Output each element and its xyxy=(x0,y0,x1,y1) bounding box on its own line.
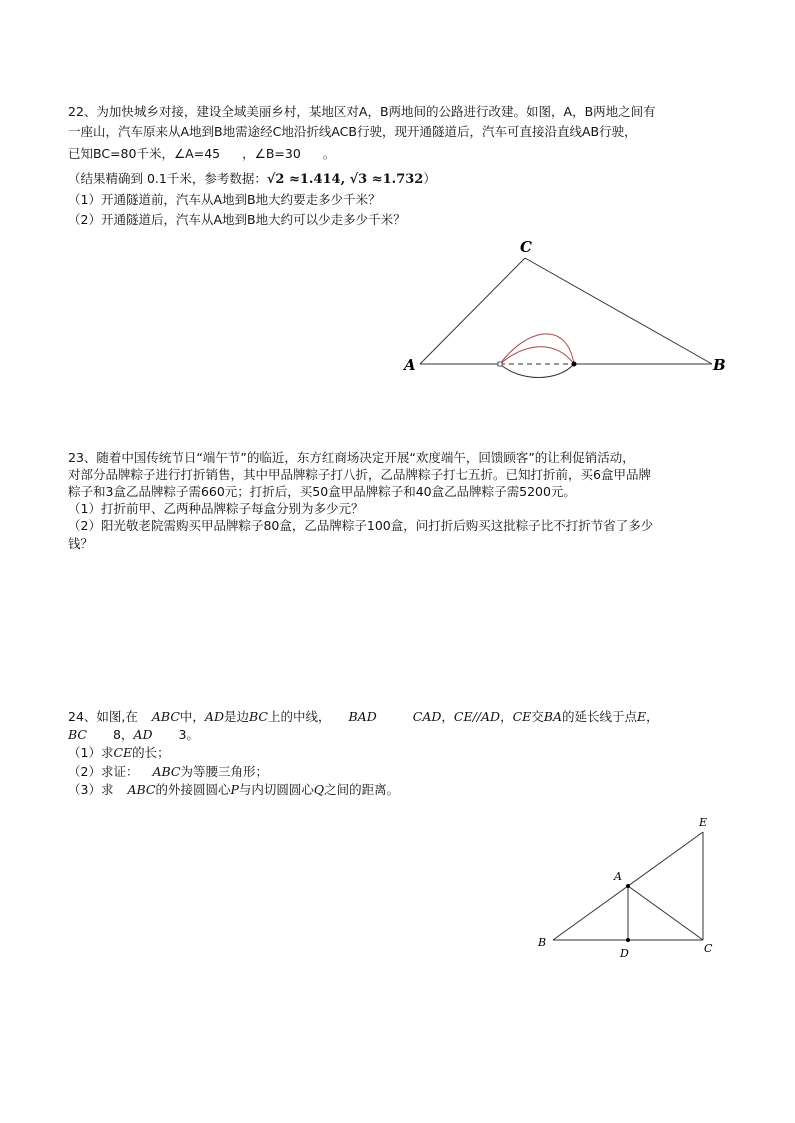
q24-var-p: P xyxy=(230,782,239,797)
q24-text: 之间的距离。 xyxy=(324,782,400,797)
q24-label-b: B xyxy=(538,936,547,949)
q22-tunnel-entrance xyxy=(498,362,502,366)
q24-text: ， xyxy=(646,709,659,724)
q22-line4-b: ） xyxy=(423,171,436,186)
q24-var-ba: BA xyxy=(543,709,563,724)
q22-mountain-curve-lower xyxy=(500,364,574,378)
q22-line4-a: （结果精确到 0.1千米，参考数据： xyxy=(68,171,267,186)
q24-angle-bad: BAD xyxy=(348,709,377,724)
q24-var-ad: AD xyxy=(133,727,153,742)
q24-label-c: C xyxy=(704,942,713,955)
q24-text: 为等腰三角形； xyxy=(180,764,268,779)
q22-label-b: B xyxy=(713,356,726,374)
q22-line1: 22、为加快城乡对接，建设全域美丽乡村，某地区对A，B两地间的公路进行改建。如图，A，B两地之间有 xyxy=(68,104,656,119)
q24-var-ce: CE xyxy=(512,709,532,724)
q24-triangle-abc: ABC xyxy=(127,782,156,797)
q24-text: （1）求 xyxy=(68,745,114,760)
q24-var-ce-parallel-ad: CE//AD xyxy=(453,709,501,724)
q24-sub3 xyxy=(68,782,399,798)
q24-line1 xyxy=(68,709,659,725)
q24-value-bc: 8 xyxy=(112,727,121,742)
q23-sub1: （1）打折前甲、乙两种品牌粽子每盒分别为多少元？ xyxy=(68,501,364,516)
q24-var-bc: BC xyxy=(249,709,268,724)
q23-sub2-line1: （2）阳光敬老院需购买甲品牌粽子80盒，乙品牌粽子100盒，问打折后购买这批粽子比不打折节省了多少 xyxy=(68,518,654,533)
q24-text: 的延长线于点 xyxy=(562,709,638,724)
q24-var-ce: CE xyxy=(113,745,133,760)
q24-point-d xyxy=(626,938,630,942)
q24-text: ， xyxy=(120,727,134,742)
q24-text: 交 xyxy=(531,709,544,724)
q24-text: 中， xyxy=(179,709,205,724)
q24-text: 。 xyxy=(186,727,199,742)
q24-text: 的长； xyxy=(132,745,170,760)
q23-sub2-line2: 钱？ xyxy=(68,536,94,551)
q24-text: 上的中线， xyxy=(267,709,331,724)
q24-segment-ac xyxy=(628,886,703,940)
q24-text: 的外接圆圆心 xyxy=(155,782,231,797)
q22-label-c: C xyxy=(520,238,532,256)
q22-tunnel-exit xyxy=(572,362,577,367)
q24-line2 xyxy=(68,727,199,743)
q24-text: （3）求 xyxy=(68,782,114,797)
q24-label-d: D xyxy=(620,947,629,960)
q22-line3-c: 。 xyxy=(322,146,336,161)
q24-var-q: Q xyxy=(313,782,325,797)
q24-sub2 xyxy=(68,764,268,780)
q24-sub1 xyxy=(68,745,170,761)
q22-line2: 一座山，汽车原来从A地到B地需途经C地沿折线ACB行驶，现开通隧道后，汽车可直接沿直线AB行驶， xyxy=(68,124,637,139)
q24-label-e: E xyxy=(699,816,708,829)
q24-text: 是边 xyxy=(223,709,249,724)
q24-label-a: A xyxy=(614,870,622,883)
q22-approx-values: √2 ≈1.414, √3 ≈1.732 xyxy=(266,172,424,187)
q22-line3-a: 已知BC=80千米，∠A=45 xyxy=(68,146,221,161)
q24-var-e: E xyxy=(637,709,647,724)
q24-var-bc: BC xyxy=(68,727,87,742)
q23-line3: 粽子和3盒乙品牌粽子需660元；打折后，买50盒甲品牌粽子和40盒乙品牌粽子需5200元。 xyxy=(68,484,576,499)
q22-label-a: A xyxy=(404,356,416,374)
q22-sub2: （2）开通隧道后，汽车从A地到B地大约可以少走多少千米？ xyxy=(68,212,406,227)
q24-point-a xyxy=(626,884,630,888)
q24-triangle-abc: ABC xyxy=(151,709,180,724)
q22-mountain-curve-inner xyxy=(500,347,574,364)
q24-text: （2）求证： xyxy=(68,764,139,779)
q24-angle-cad: CAD xyxy=(412,709,442,724)
q22-sub1: （1）开通隧道前，汽车从A地到B地大约要走多少千米？ xyxy=(68,192,381,207)
q22-mountain-curve-outer xyxy=(500,334,574,364)
q24-text: 与内切圆圆心 xyxy=(238,782,314,797)
q24-value-ad: 3 xyxy=(178,727,187,742)
q24-triangle-abc: ABC xyxy=(152,764,181,779)
q23-line1: 23、随着中国传统节日“端午节”的临近，东方红商场决定开展“欢度端午，回馈顾客”的让利促销活动， xyxy=(68,450,635,465)
q23-line2: 对部分品牌粽子进行打折销售，其中甲品牌粽子打八折，乙品牌粽子打七五折。已知打折前，买6盒甲品牌 xyxy=(68,467,651,482)
q24-text: ， xyxy=(441,709,454,724)
q24-text: ， xyxy=(500,709,513,724)
q22-segment-ac xyxy=(420,258,525,364)
q22-line3-b: ，∠B=30 xyxy=(242,146,301,161)
q24-text: 24、如图,在 xyxy=(68,709,138,724)
q24-var-ad: AD xyxy=(204,709,224,724)
